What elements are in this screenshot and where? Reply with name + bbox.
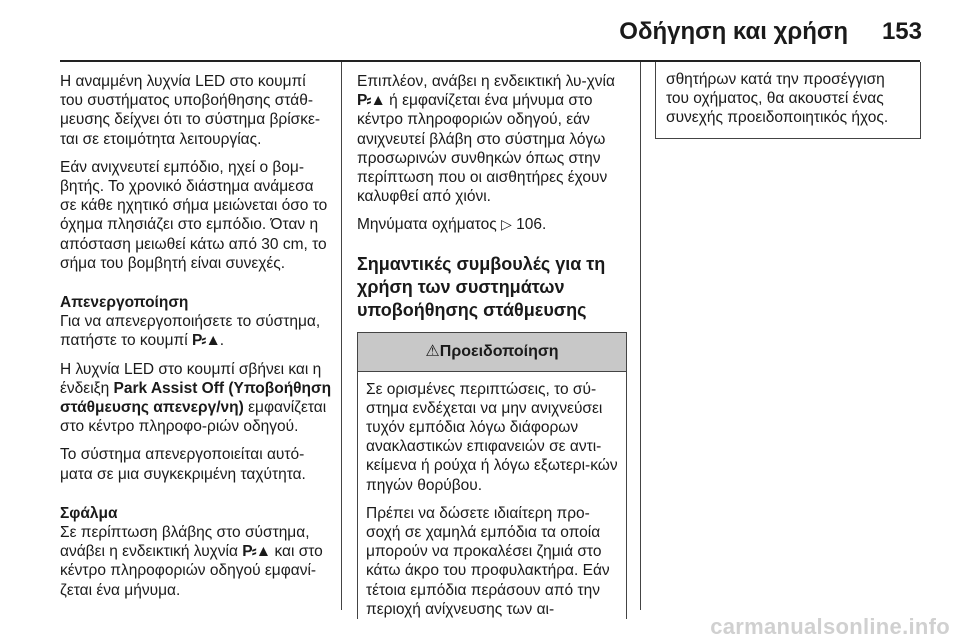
warning-icon: ⚠ bbox=[425, 342, 440, 360]
park-assist-icon: P⸗▲ bbox=[191, 332, 220, 350]
column-divider bbox=[640, 62, 641, 610]
warning-title: Προειδοποίηση bbox=[439, 342, 559, 360]
page-reference[interactable]: 106. bbox=[516, 216, 547, 234]
page-number: 153 bbox=[881, 18, 922, 45]
page-header bbox=[0, 0, 960, 60]
paragraph: Σε ορισμένες περιπτώσεις, το σύ-στημα ενδέχεται να μην ανιχνεύσει τυχόν εμπόδια λόγω διάφορων ανακλαστικών επιφανειών σε αντι-κείμενα ή ρούχα ή λόγω εξωτερι-κών πηγών θορύβου. bbox=[366, 380, 618, 494]
section-heading-tips: Σημαντικές συμβουλές για τη χρήση των συστημάτων υποβοήθησης στάθμευσης bbox=[357, 253, 606, 320]
column-divider bbox=[341, 62, 342, 610]
section-heading-fault: Σφάλμα bbox=[60, 504, 118, 522]
warning-box bbox=[357, 332, 627, 619]
watermark: carmanualsonline.info bbox=[710, 614, 950, 639]
column-2 bbox=[357, 72, 627, 628]
paragraph: Μηνύματα οχήματος ▷ 106. bbox=[357, 216, 547, 234]
display-message: Park Assist Off (Υποβοήθηση στάθμευσης απενεργ/νη) bbox=[60, 379, 332, 417]
paragraph: Το σύστημα απενεργοποιείται αυτό-ματα σε μια συγκεκριμένη ταχύτητα. bbox=[60, 446, 306, 483]
paragraph: Πρέπει να δώσετε ιδιαίτερη προ-σοχή σε χαμηλά εμπόδια τα οποία μπορούν να προκαλέσει ζημιά στο κάτω άκρο του προφυλακτήρα. Εάν τέτοια εμπόδια περάσουν από την περιοχή ανίχνευσης των αι- bbox=[366, 504, 610, 618]
park-assist-icon: P⸗▲ bbox=[242, 543, 271, 561]
warning-box-continued bbox=[655, 62, 921, 139]
column-3 bbox=[655, 62, 921, 139]
paragraph: Η αναμμένη λυχνία LED στο κουμπί του συστήματος υποβοήθησης στάθ-μευσης δείχνει ότι το σύστημα βρίσκε-ται σε ετοιμότητα λειτουργίας. bbox=[60, 73, 321, 148]
paragraph: Επιπλέον, ανάβει η ενδεικτική λυ-χνία P⸗▲ ή εμφανίζεται ένα μήνυμα στο κέντρο πληροφοριών οδηγού, εάν ανιχνευτεί βλάβη στο σύστημα λόγω προσωρινών συνθηκών όπως στην περίπτωση που οι αισθητήρες έχουν καλυφθεί από χιόνι. bbox=[357, 73, 615, 206]
paragraph: Σε περίπτωση βλάβης στο σύστημα, ανάβει η ενδεικτική λυχνία P⸗▲ και στο κέντρο πληροφοριών οδηγού εμφανί-ζεται ένα μήνυμα. bbox=[60, 524, 323, 599]
park-assist-icon: P⸗▲ bbox=[357, 92, 385, 110]
reference-arrow-icon: ▷ bbox=[500, 216, 512, 233]
column-1 bbox=[60, 72, 332, 609]
paragraph: Για να απενεργοποιήσετε το σύστημα, πατήστε το κουμπί P⸗▲. bbox=[60, 313, 321, 350]
section-heading-deactivation: Απενεργοποίηση bbox=[60, 294, 189, 312]
warning-body bbox=[358, 372, 626, 619]
warning-header bbox=[358, 333, 626, 372]
paragraph: Εάν ανιχνευτεί εμπόδιο, ηχεί ο βομ-βητής. Το χρονικό διάστημα ανάμεσα σε κάθε ηχητικό σήμα μειώνεται όσο το όχημα πλησιάζει στο εμπόδιο. Όταν η απόσταση μειωθεί κάτω από 30 cm, το σήμα του βομβητή είναι συνεχές. bbox=[60, 158, 328, 272]
paragraph: Η λυχνία LED στο κουμπί σβήνει και η ένδειξη Park Assist Off (Υποβοήθηση στάθμευσης απενεργ/νη) εμφανίζεται στο κέντρο πληροφο-ριών οδηγού. bbox=[60, 360, 332, 436]
paragraph: σθητήρων κατά την προσέγγιση του οχήματος, θα ακουστεί ένας συνεχής προειδοποιητικός ήχος. bbox=[666, 71, 889, 127]
page-title: Οδήγηση και χρήση bbox=[619, 18, 848, 45]
